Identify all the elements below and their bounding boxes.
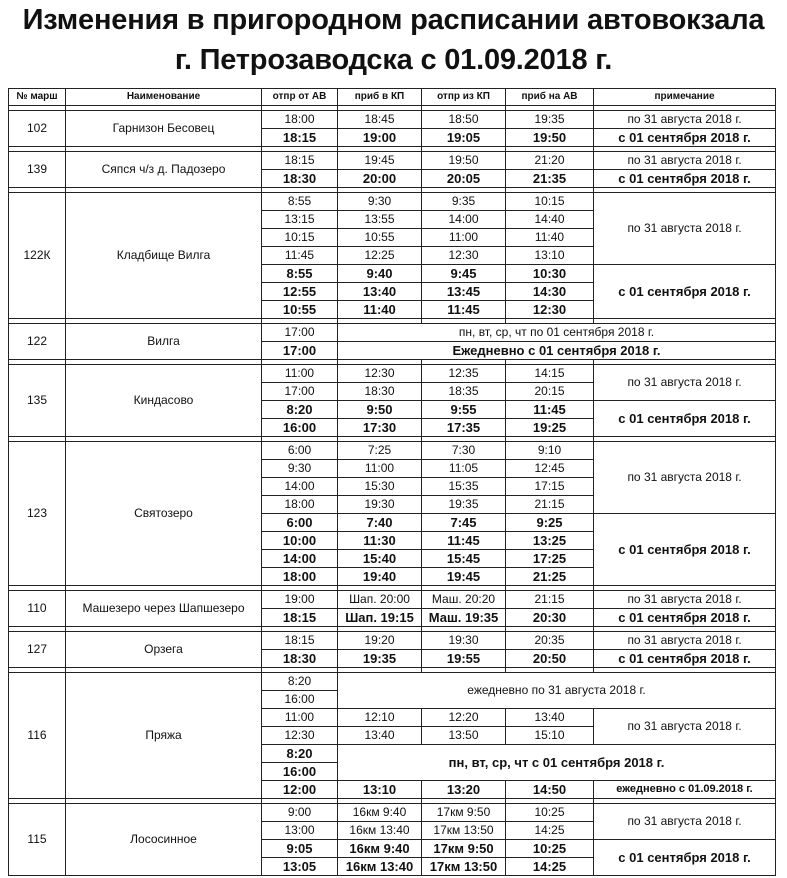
schedule-note: с 01 сентября 2018 г. <box>594 840 776 876</box>
depart-endpoint-time: 17км 9:50 <box>422 804 506 822</box>
route-name: Пряжа <box>66 673 262 799</box>
route-number: 122 <box>9 324 66 360</box>
arrive-bus-station-time: 13:40 <box>506 709 594 727</box>
arrive-endpoint-time: 11:30 <box>338 532 422 550</box>
depart-bus-station-time: 10:15 <box>262 229 338 247</box>
route-number: 116 <box>9 673 66 799</box>
depart-endpoint-time: 15:45 <box>422 550 506 568</box>
arrive-endpoint-time: 13:55 <box>338 211 422 229</box>
route-number: 139 <box>9 152 66 188</box>
depart-bus-station-time: 18:30 <box>262 170 338 188</box>
arrive-endpoint-time: 19:30 <box>338 496 422 514</box>
depart-endpoint-time: 11:05 <box>422 460 506 478</box>
depart-bus-station-time: 11:45 <box>262 247 338 265</box>
arrive-endpoint-time: 9:30 <box>338 193 422 211</box>
depart-endpoint-time: 12:30 <box>422 247 506 265</box>
arrive-endpoint-time: 19:00 <box>338 129 422 147</box>
header-depart-bus-station: отпр от АВ <box>262 89 338 106</box>
depart-bus-station-time: 17:00 <box>262 383 338 401</box>
depart-bus-station-time: 17:00 <box>262 342 338 360</box>
depart-bus-station-time: 10:00 <box>262 532 338 550</box>
depart-bus-station-time: 13:05 <box>262 858 338 876</box>
header-arrive-endpoint: приб в КП <box>338 89 422 106</box>
table-row <box>9 193 776 211</box>
arrive-endpoint-time: 15:40 <box>338 550 422 568</box>
schedule-note-wide: Ежедневно с 01 сентября 2018 г. <box>338 342 776 360</box>
arrive-bus-station-time: 19:25 <box>506 419 594 437</box>
table-row <box>9 591 776 609</box>
route-name: Вилга <box>66 324 262 360</box>
arrive-bus-station-time: 10:15 <box>506 193 594 211</box>
depart-bus-station-time: 6:00 <box>262 442 338 460</box>
arrive-bus-station-time: 21:20 <box>506 152 594 170</box>
arrive-endpoint-time: 13:40 <box>338 727 422 745</box>
depart-endpoint-time: 14:00 <box>422 211 506 229</box>
arrive-bus-station-time: 9:25 <box>506 514 594 532</box>
arrive-endpoint-time: 15:30 <box>338 478 422 496</box>
arrive-bus-station-time: 11:45 <box>506 401 594 419</box>
depart-bus-station-time: 18:15 <box>262 632 338 650</box>
schedule-note: по 31 августа 2018 г. <box>594 111 776 129</box>
route-number: 122К <box>9 193 66 319</box>
depart-endpoint-time: 17км 13:50 <box>422 822 506 840</box>
depart-endpoint-time: Маш. 20:20 <box>422 591 506 609</box>
route-name: Киндасово <box>66 365 262 437</box>
arrive-bus-station-time: 14:15 <box>506 365 594 383</box>
depart-bus-station-time: 14:00 <box>262 478 338 496</box>
depart-bus-station-time: 16:00 <box>262 419 338 437</box>
depart-endpoint-time: 7:45 <box>422 514 506 532</box>
title-line-2: г. Петрозаводска с 01.09.2018 г. <box>174 44 613 76</box>
depart-bus-station-time: 12:55 <box>262 283 338 301</box>
schedule-note: с 01 сентября 2018 г. <box>594 170 776 188</box>
arrive-bus-station-time: 14:30 <box>506 283 594 301</box>
arrive-bus-station-time: 10:25 <box>506 840 594 858</box>
depart-bus-station-time: 19:00 <box>262 591 338 609</box>
depart-endpoint-time: 11:00 <box>422 229 506 247</box>
depart-endpoint-time: 19:05 <box>422 129 506 147</box>
arrive-bus-station-time: 13:25 <box>506 532 594 550</box>
arrive-bus-station-time: 10:30 <box>506 265 594 283</box>
schedule-note: по 31 августа 2018 г. <box>594 365 776 401</box>
arrive-endpoint-time: 16км 9:40 <box>338 804 422 822</box>
arrive-bus-station-time: 20:50 <box>506 650 594 668</box>
depart-bus-station-time: 18:15 <box>262 609 338 627</box>
arrive-bus-station-time: 11:40 <box>506 229 594 247</box>
depart-endpoint-time: 9:45 <box>422 265 506 283</box>
depart-bus-station-time: 8:55 <box>262 193 338 211</box>
depart-bus-station-time: 13:15 <box>262 211 338 229</box>
arrive-endpoint-time: 9:50 <box>338 401 422 419</box>
arrive-bus-station-time: 21:15 <box>506 496 594 514</box>
arrive-endpoint-time: 19:40 <box>338 568 422 586</box>
depart-bus-station-time: 18:30 <box>262 650 338 668</box>
route-name: Сяпся ч/з д. Падозеро <box>66 152 262 188</box>
schedule-note: с 01 сентября 2018 г. <box>594 401 776 437</box>
arrive-endpoint-time: 13:10 <box>338 781 422 799</box>
depart-bus-station-time: 8:20 <box>262 745 338 763</box>
route-number: 127 <box>9 632 66 668</box>
arrive-bus-station-time: 20:35 <box>506 632 594 650</box>
schedule-note: с 01 сентября 2018 г. <box>594 609 776 627</box>
schedule-table <box>8 88 776 876</box>
arrive-endpoint-time: 7:25 <box>338 442 422 460</box>
header-row <box>9 89 776 106</box>
depart-bus-station-time: 6:00 <box>262 514 338 532</box>
table-row <box>9 632 776 650</box>
depart-bus-station-time: 12:00 <box>262 781 338 799</box>
arrive-bus-station-time: 14:40 <box>506 211 594 229</box>
depart-bus-station-time: 16:00 <box>262 763 338 781</box>
arrive-endpoint-time: 12:30 <box>338 365 422 383</box>
depart-bus-station-time: 11:00 <box>262 365 338 383</box>
schedule-note: ежедневно с 01.09.2018 г. <box>594 781 776 799</box>
route-name: Лососинное <box>66 804 262 876</box>
depart-endpoint-time: 18:35 <box>422 383 506 401</box>
arrive-endpoint-time: 7:40 <box>338 514 422 532</box>
arrive-endpoint-time: 13:40 <box>338 283 422 301</box>
arrive-endpoint-time: 18:45 <box>338 111 422 129</box>
arrive-bus-station-time: 12:45 <box>506 460 594 478</box>
arrive-endpoint-time: 12:10 <box>338 709 422 727</box>
depart-bus-station-time: 13:00 <box>262 822 338 840</box>
schedule-note: по 31 августа 2018 г. <box>594 193 776 265</box>
schedule-note-wide: пн, вт, ср, чт по 01 сентября 2018 г. <box>338 324 776 342</box>
arrive-endpoint-time: 19:20 <box>338 632 422 650</box>
depart-endpoint-time: 19:45 <box>422 568 506 586</box>
header-arrive-bus-station: приб на АВ <box>506 89 594 106</box>
depart-endpoint-time: 13:20 <box>422 781 506 799</box>
depart-endpoint-time: 20:05 <box>422 170 506 188</box>
depart-endpoint-time: 17км 13:50 <box>422 858 506 876</box>
arrive-bus-station-time: 20:30 <box>506 609 594 627</box>
arrive-endpoint-time: 11:40 <box>338 301 422 319</box>
arrive-endpoint-time: 19:35 <box>338 650 422 668</box>
depart-endpoint-time: 11:45 <box>422 532 506 550</box>
schedule-note: по 31 августа 2018 г. <box>594 709 776 745</box>
schedule-note: с 01 сентября 2018 г. <box>594 265 776 319</box>
depart-endpoint-time: 12:35 <box>422 365 506 383</box>
arrive-bus-station-time: 14:50 <box>506 781 594 799</box>
depart-bus-station-time: 9:05 <box>262 840 338 858</box>
arrive-endpoint-time: Шап. 20:00 <box>338 591 422 609</box>
route-number: 110 <box>9 591 66 627</box>
depart-bus-station-time: 12:30 <box>262 727 338 745</box>
depart-endpoint-time: Маш. 19:35 <box>422 609 506 627</box>
arrive-endpoint-time: 20:00 <box>338 170 422 188</box>
arrive-endpoint-time: 10:55 <box>338 229 422 247</box>
depart-endpoint-time: 13:45 <box>422 283 506 301</box>
arrive-endpoint-time: 19:45 <box>338 152 422 170</box>
schedule-note: по 31 августа 2018 г. <box>594 632 776 650</box>
arrive-bus-station-time: 21:25 <box>506 568 594 586</box>
depart-endpoint-time: 13:50 <box>422 727 506 745</box>
depart-bus-station-time: 9:00 <box>262 804 338 822</box>
schedule-note: с 01 сентября 2018 г. <box>594 129 776 147</box>
arrive-bus-station-time: 19:50 <box>506 129 594 147</box>
depart-bus-station-time: 17:00 <box>262 324 338 342</box>
depart-bus-station-time: 8:20 <box>262 401 338 419</box>
route-number: 115 <box>9 804 66 876</box>
arrive-endpoint-time: 17:30 <box>338 419 422 437</box>
depart-bus-station-time: 8:55 <box>262 265 338 283</box>
title-line-1: Изменения в пригородном расписании автовокзала <box>22 4 765 36</box>
depart-endpoint-time: 11:45 <box>422 301 506 319</box>
depart-bus-station-time: 8:20 <box>262 673 338 691</box>
depart-endpoint-time: 19:50 <box>422 152 506 170</box>
arrive-bus-station-time: 17:25 <box>506 550 594 568</box>
depart-endpoint-time: 19:55 <box>422 650 506 668</box>
depart-endpoint-time: 18:50 <box>422 111 506 129</box>
route-name: Орзега <box>66 632 262 668</box>
depart-endpoint-time: 12:20 <box>422 709 506 727</box>
arrive-bus-station-time: 15:10 <box>506 727 594 745</box>
schedule-note: по 31 августа 2018 г. <box>594 152 776 170</box>
arrive-bus-station-time: 12:30 <box>506 301 594 319</box>
route-name: Машезеро через Шапшезеро <box>66 591 262 627</box>
depart-bus-station-time: 16:00 <box>262 691 338 709</box>
arrive-bus-station-time: 10:25 <box>506 804 594 822</box>
depart-bus-station-time: 18:00 <box>262 568 338 586</box>
depart-endpoint-time: 19:35 <box>422 496 506 514</box>
depart-bus-station-time: 18:00 <box>262 111 338 129</box>
arrive-bus-station-time: 14:25 <box>506 858 594 876</box>
depart-bus-station-time: 18:15 <box>262 152 338 170</box>
table-row <box>9 442 776 460</box>
depart-endpoint-time: 17:35 <box>422 419 506 437</box>
arrive-endpoint-time: 18:30 <box>338 383 422 401</box>
route-name: Гарнизон Бесовец <box>66 111 262 147</box>
table-row <box>9 804 776 822</box>
arrive-endpoint-time: Шап. 19:15 <box>338 609 422 627</box>
arrive-bus-station-time: 19:35 <box>506 111 594 129</box>
schedule-note: по 31 августа 2018 г. <box>594 591 776 609</box>
route-name: Кладбище Вилга <box>66 193 262 319</box>
arrive-bus-station-time: 9:10 <box>506 442 594 460</box>
header-depart-endpoint: отпр из КП <box>422 89 506 106</box>
route-number: 135 <box>9 365 66 437</box>
arrive-endpoint-time: 11:00 <box>338 460 422 478</box>
arrive-bus-station-time: 21:35 <box>506 170 594 188</box>
depart-endpoint-time: 19:30 <box>422 632 506 650</box>
depart-endpoint-time: 9:55 <box>422 401 506 419</box>
depart-endpoint-time: 9:35 <box>422 193 506 211</box>
schedule-body <box>9 106 776 876</box>
depart-bus-station-time: 18:00 <box>262 496 338 514</box>
arrive-endpoint-time: 9:40 <box>338 265 422 283</box>
schedule-note-wide: ежедневно по 31 августа 2018 г. <box>338 673 776 709</box>
arrive-bus-station-time: 21:15 <box>506 591 594 609</box>
arrive-endpoint-time: 16км 13:40 <box>338 822 422 840</box>
header-route-number: № марш <box>9 89 66 106</box>
arrive-endpoint-time: 16км 9:40 <box>338 840 422 858</box>
table-row <box>9 324 776 342</box>
arrive-bus-station-time: 14:25 <box>506 822 594 840</box>
route-number: 102 <box>9 111 66 147</box>
table-row <box>9 365 776 383</box>
depart-bus-station-time: 9:30 <box>262 460 338 478</box>
depart-endpoint-time: 17км 9:50 <box>422 840 506 858</box>
arrive-bus-station-time: 17:15 <box>506 478 594 496</box>
schedule-note: с 01 сентября 2018 г. <box>594 650 776 668</box>
route-number: 123 <box>9 442 66 586</box>
schedule-note: с 01 сентября 2018 г. <box>594 514 776 586</box>
schedule-note: по 31 августа 2018 г. <box>594 442 776 514</box>
header-note: примечание <box>594 89 776 106</box>
depart-bus-station-time: 14:00 <box>262 550 338 568</box>
table-row <box>9 152 776 170</box>
table-row <box>9 111 776 129</box>
route-name: Святозеро <box>66 442 262 586</box>
table-row <box>9 673 776 691</box>
arrive-endpoint-time: 16км 13:40 <box>338 858 422 876</box>
arrive-bus-station-time: 13:10 <box>506 247 594 265</box>
depart-endpoint-time: 7:30 <box>422 442 506 460</box>
depart-bus-station-time: 10:55 <box>262 301 338 319</box>
depart-bus-station-time: 18:15 <box>262 129 338 147</box>
header-name: Наименование <box>66 89 262 106</box>
schedule-note: по 31 августа 2018 г. <box>594 804 776 840</box>
schedule-note-wide: пн, вт, ср, чт с 01 сентября 2018 г. <box>338 745 776 781</box>
depart-endpoint-time: 15:35 <box>422 478 506 496</box>
arrive-endpoint-time: 12:25 <box>338 247 422 265</box>
depart-bus-station-time: 11:00 <box>262 709 338 727</box>
arrive-bus-station-time: 20:15 <box>506 383 594 401</box>
